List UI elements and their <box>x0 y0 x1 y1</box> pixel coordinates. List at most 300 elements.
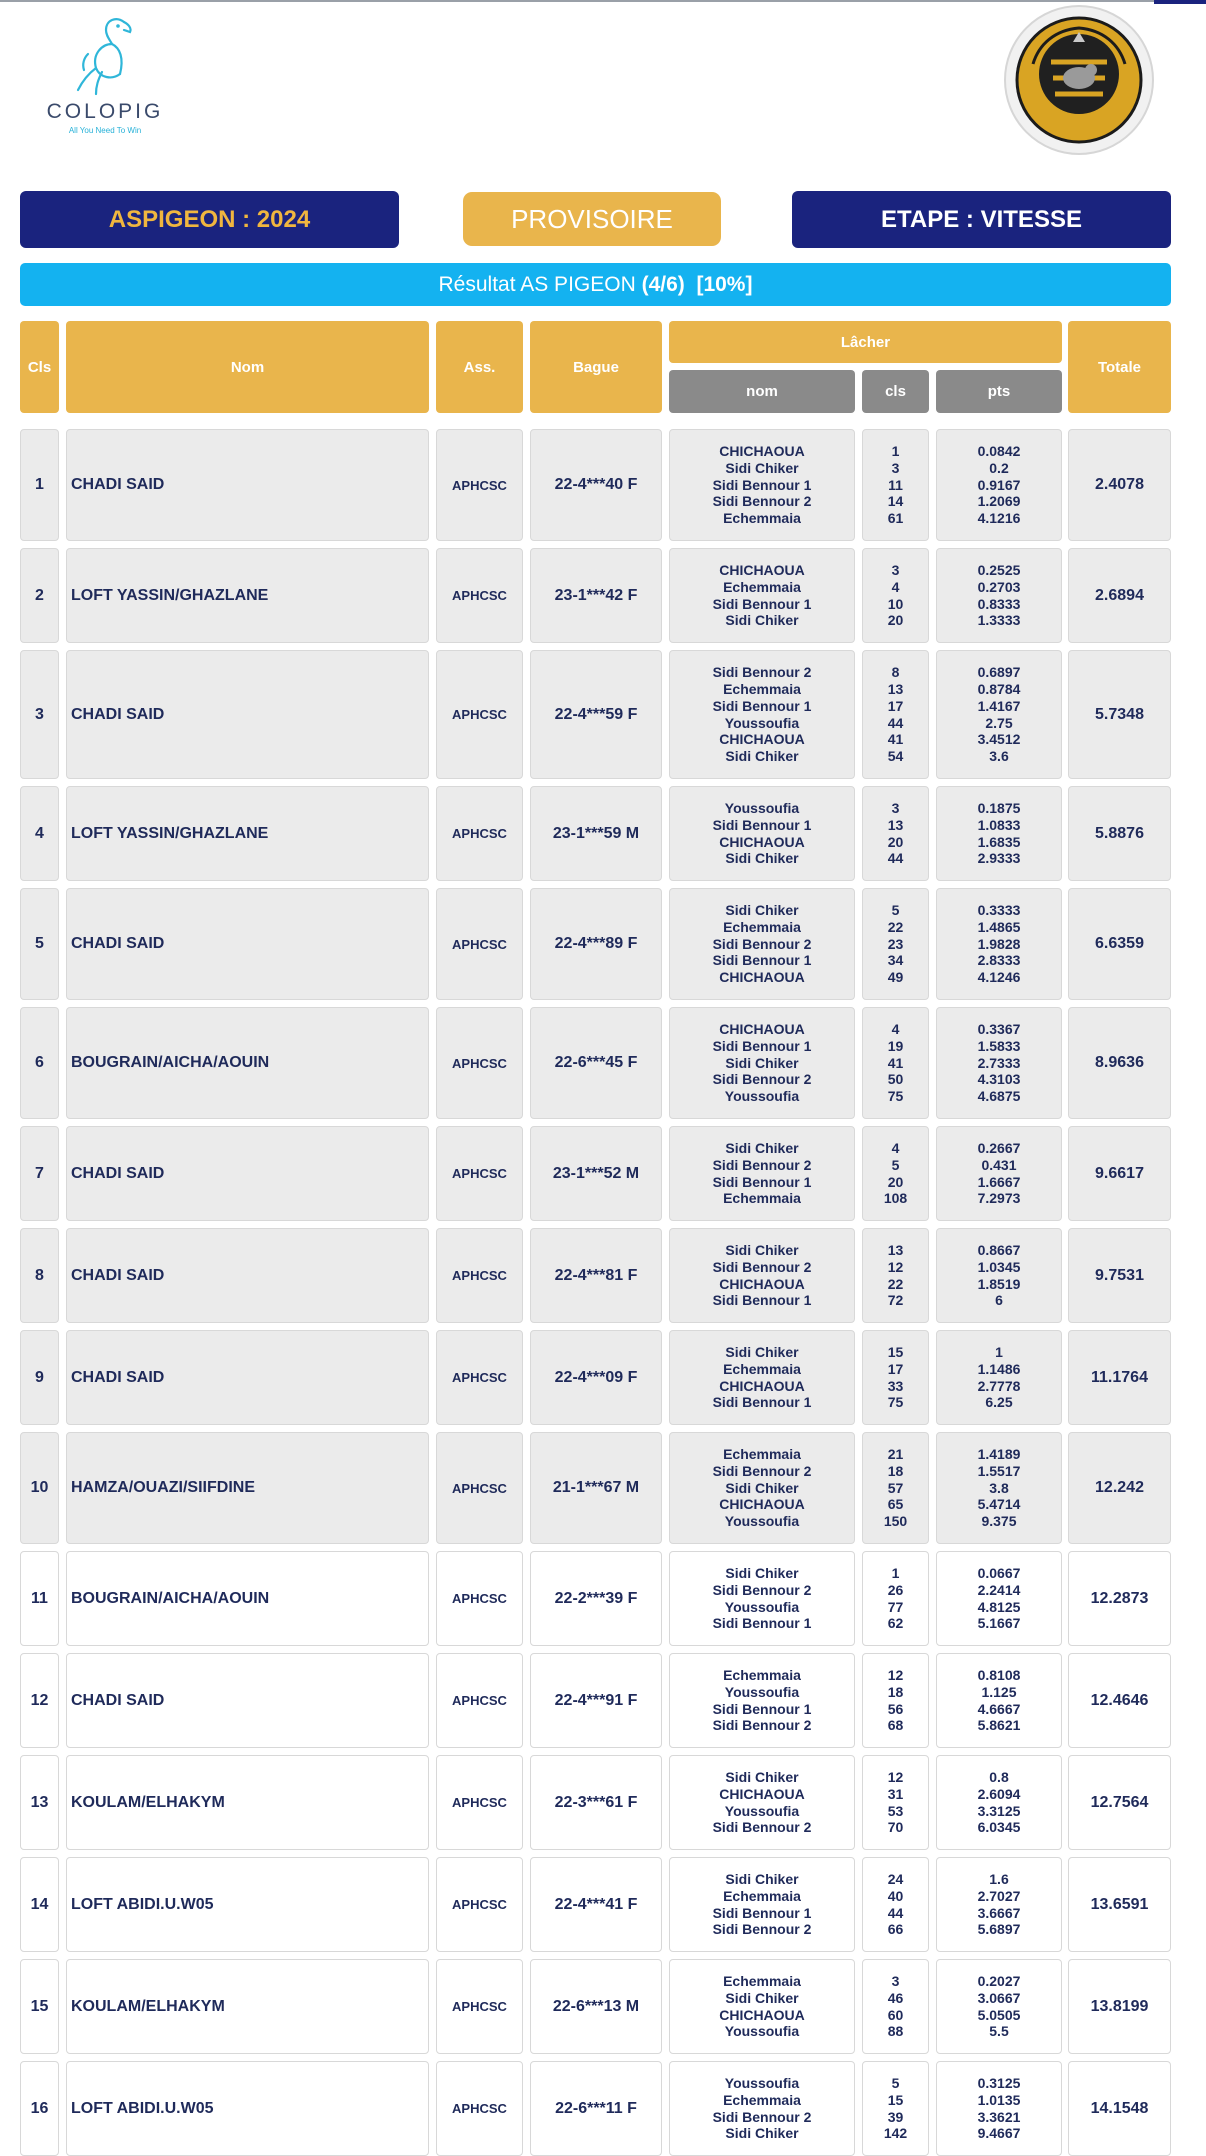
lacher-cls: 68 <box>887 1717 904 1734</box>
cell-totale <box>1068 1432 1171 1544</box>
lacher-pts: 1.6835 <box>977 833 1021 850</box>
lacher-pts: 1.5517 <box>977 1462 1021 1479</box>
cell-nom <box>66 1007 429 1119</box>
lacher-nom: CHICHAOUA <box>719 1377 805 1394</box>
lacher-nom: Youssoufia <box>724 1683 800 1700</box>
lacher-pts: 3.4512 <box>977 731 1021 748</box>
lacher-pts: 2.7027 <box>977 1887 1021 1904</box>
lacher-pts: 6.0345 <box>977 1819 1021 1836</box>
lacher-nom: Sidi Bennour 1 <box>712 1700 812 1717</box>
cell-ass-text: APHCSC <box>452 826 507 841</box>
lacher-pts: 6 <box>995 1292 1003 1309</box>
lacher-pts: 3.6667 <box>977 1904 1021 1921</box>
lacher-pts: 6.25 <box>985 1394 1013 1411</box>
cell-lacher-nom <box>669 1755 855 1850</box>
cell-cls-text: 8 <box>35 1266 44 1284</box>
lacher-cls: 57 <box>887 1479 904 1496</box>
stage-badge: ETAPE : VITESSE <box>792 191 1171 248</box>
lacher-cls: 23 <box>887 935 904 952</box>
lacher-pts: 1.0135 <box>977 2091 1021 2108</box>
lacher-cls: 19 <box>887 1037 904 1054</box>
lacher-pts: 4.6667 <box>977 1700 1021 1717</box>
cell-lacher-cls <box>862 1007 929 1119</box>
cell-ass <box>436 786 523 881</box>
lacher-nom: Sidi Bennour 2 <box>712 935 812 952</box>
lacher-pts: 0.8108 <box>977 1666 1021 1683</box>
cell-bague <box>530 1653 662 1748</box>
cell-nom <box>66 2061 429 2156</box>
cell-ass-text: APHCSC <box>452 1591 507 1606</box>
lacher-cls: 12 <box>887 1666 904 1683</box>
lacher-nom: Sidi Chiker <box>725 748 799 765</box>
lacher-nom: Sidi Bennour 2 <box>712 2108 812 2125</box>
cell-lacher-pts <box>936 1007 1062 1119</box>
lacher-cls: 49 <box>887 969 904 986</box>
lacher-pts: 0.2703 <box>977 578 1021 595</box>
cell-nom <box>66 1857 429 1952</box>
lacher-cls: 3 <box>891 799 900 816</box>
lacher-pts: 2.7778 <box>977 1377 1021 1394</box>
cell-nom <box>66 650 429 779</box>
lacher-pts: 0.431 <box>981 1156 1017 1173</box>
header-bague: Bague <box>530 321 662 413</box>
cell-totale-text: 2.6894 <box>1095 586 1144 604</box>
lacher-cls: 13 <box>887 680 904 697</box>
cell-cls <box>20 1653 59 1748</box>
lacher-cls: 17 <box>887 697 904 714</box>
lacher-pts: 1.1486 <box>977 1360 1021 1377</box>
lacher-nom: Sidi Bennour 2 <box>712 1156 812 1173</box>
lacher-nom: Sidi Bennour 2 <box>712 1819 812 1836</box>
lacher-pts: 0.0842 <box>977 443 1021 459</box>
cell-nom-text: CHADI SAID <box>71 705 165 723</box>
lacher-cls: 5 <box>891 902 900 918</box>
lacher-nom: Echemmaia <box>723 680 801 697</box>
pigeon-icon <box>66 14 144 98</box>
cell-bague-text: 22-6***45 F <box>554 1054 638 1071</box>
lacher-pts: 0.2 <box>989 459 1009 476</box>
cell-totale-text: 12.2873 <box>1090 1589 1149 1607</box>
lacher-cls: 14 <box>887 493 904 510</box>
lacher-cls: 75 <box>887 1088 904 1105</box>
cell-totale-text: 8.9636 <box>1095 1054 1144 1071</box>
cell-lacher-pts <box>936 1755 1062 1850</box>
lacher-nom: CHICHAOUA <box>719 1021 805 1037</box>
cell-cls <box>20 548 59 643</box>
cell-bague-text: 22-4***59 F <box>554 705 638 723</box>
lacher-cls: 22 <box>887 918 904 935</box>
cell-ass-text: APHCSC <box>452 936 507 952</box>
cell-nom-text: HAMZA/OUAZI/SIIFDINE <box>71 1479 255 1496</box>
cell-cls <box>20 429 59 541</box>
lacher-cls: 40 <box>887 1887 904 1904</box>
lacher-nom: Youssoufia <box>724 2074 800 2091</box>
cell-bague <box>530 1007 662 1119</box>
lacher-cls: 18 <box>887 1462 904 1479</box>
cell-nom <box>66 1126 429 1221</box>
lacher-nom: CHICHAOUA <box>719 2006 805 2023</box>
lacher-nom: Sidi Chiker <box>725 1241 799 1258</box>
cell-ass <box>436 1432 523 1544</box>
lacher-nom: Sidi Bennour 2 <box>712 1921 812 1938</box>
banner-title: Résultat AS PIGEON <box>438 272 636 296</box>
lacher-nom: Sidi Bennour 1 <box>712 1615 812 1632</box>
cell-nom <box>66 1551 429 1646</box>
lacher-cls: 4 <box>891 1021 900 1037</box>
lacher-cls: 13 <box>887 1241 904 1258</box>
lacher-pts: 5.4714 <box>977 1496 1021 1513</box>
cell-ass-text: APHCSC <box>452 1999 507 2014</box>
lacher-pts: 7.2973 <box>977 1190 1021 1207</box>
cell-cls <box>20 650 59 779</box>
lacher-cls: 60 <box>887 2006 904 2023</box>
cell-lacher-cls <box>862 548 929 643</box>
lacher-cls: 5 <box>891 1156 900 1173</box>
cell-ass-text: APHCSC <box>452 1166 507 1181</box>
lacher-pts: 0.8667 <box>977 1241 1021 1258</box>
lacher-cls: 24 <box>887 1870 904 1887</box>
cell-nom-text: CHADI SAID <box>71 1164 165 1182</box>
cell-cls-text: 4 <box>35 824 44 842</box>
lacher-nom: Sidi Bennour 1 <box>712 1394 812 1411</box>
lacher-nom: CHICHAOUA <box>719 969 805 986</box>
aphcsc-seal-logo <box>1003 4 1155 156</box>
cell-lacher-cls <box>862 1653 929 1748</box>
cell-bague <box>530 1432 662 1544</box>
lacher-pts: 0.3125 <box>977 2074 1021 2091</box>
lacher-nom: Youssoufia <box>724 1598 800 1615</box>
cell-lacher-cls <box>862 1959 929 2054</box>
lacher-cls: 20 <box>887 1173 904 1190</box>
cell-nom <box>66 786 429 881</box>
lacher-nom: CHICHAOUA <box>719 443 805 459</box>
cell-ass <box>436 1126 523 1221</box>
lacher-nom: Echemmaia <box>723 1666 801 1683</box>
cell-lacher-cls <box>862 1857 929 1952</box>
cell-cls-text: 16 <box>30 2099 49 2117</box>
cell-totale <box>1068 1857 1171 1952</box>
cell-bague-text: 22-6***13 M <box>552 1997 640 2015</box>
brand-name: COLOPIG <box>46 100 164 123</box>
cell-lacher-nom <box>669 786 855 881</box>
lacher-nom: Echemmaia <box>723 1360 801 1377</box>
lacher-pts: 5.0505 <box>977 2006 1021 2023</box>
lacher-cls: 5 <box>891 2074 900 2091</box>
header-cls: Cls <box>20 321 59 413</box>
cell-totale <box>1068 1653 1171 1748</box>
cell-ass-text: APHCSC <box>452 1370 507 1385</box>
lacher-pts: 1.6 <box>989 1870 1009 1887</box>
cell-ass <box>436 1228 523 1323</box>
lacher-cls: 41 <box>887 1054 904 1071</box>
cell-ass <box>436 1653 523 1748</box>
cell-bague-text: 22-4***91 F <box>554 1691 638 1709</box>
lacher-nom: Echemmaia <box>723 1887 801 1904</box>
lacher-nom: Youssoufia <box>724 1088 800 1105</box>
cell-ass <box>436 548 523 643</box>
lacher-pts: 1.5833 <box>977 1037 1021 1054</box>
lacher-pts: 9.375 <box>981 1513 1017 1530</box>
cell-lacher-cls <box>862 2061 929 2156</box>
cell-bague-text: 21-1***67 M <box>552 1479 640 1496</box>
cell-lacher-pts <box>936 888 1062 1000</box>
cell-lacher-cls <box>862 650 929 779</box>
lacher-cls: 8 <box>891 664 900 681</box>
lacher-pts: 0.2027 <box>977 1972 1021 1989</box>
lacher-cls: 13 <box>887 816 904 833</box>
lacher-pts: 1.125 <box>981 1683 1017 1700</box>
lacher-cls: 15 <box>887 1343 904 1360</box>
cell-nom-text: KOULAM/ELHAKYM <box>71 1997 225 2015</box>
lacher-cls: 18 <box>887 1683 904 1700</box>
lacher-pts: 3.8 <box>989 1479 1009 1496</box>
lacher-pts: 5.6897 <box>977 1921 1021 1938</box>
cell-lacher-cls <box>862 786 929 881</box>
lacher-nom: Sidi Chiker <box>725 1343 799 1360</box>
lacher-cls: 108 <box>883 1190 908 1207</box>
cell-lacher-pts <box>936 650 1062 779</box>
cell-lacher-nom <box>669 1857 855 1952</box>
lacher-nom: Sidi Bennour 1 <box>712 476 812 493</box>
cell-totale <box>1068 1007 1171 1119</box>
cell-ass-text: APHCSC <box>452 588 507 603</box>
cell-totale <box>1068 1551 1171 1646</box>
lacher-nom: Youssoufia <box>724 714 800 731</box>
cell-lacher-pts <box>936 1228 1062 1323</box>
cell-lacher-cls <box>862 1330 929 1425</box>
lacher-pts: 0.8 <box>989 1768 1009 1785</box>
cell-ass-text: APHCSC <box>452 2101 507 2116</box>
lacher-pts: 4.1216 <box>977 510 1021 527</box>
lacher-pts: 2.6094 <box>977 1785 1021 1802</box>
lacher-cls: 66 <box>887 1921 904 1938</box>
cell-bague <box>530 650 662 779</box>
lacher-nom: Sidi Bennour 1 <box>712 595 812 612</box>
cell-bague <box>530 1228 662 1323</box>
cell-lacher-pts <box>936 1551 1062 1646</box>
cell-totale-text: 5.7348 <box>1095 705 1144 723</box>
lacher-pts: 2.9333 <box>977 850 1021 867</box>
header-lacher-nom: nom <box>669 370 855 413</box>
lacher-pts: 1.0833 <box>977 816 1021 833</box>
lacher-nom: Youssoufia <box>724 2023 800 2040</box>
lacher-cls: 53 <box>887 1802 904 1819</box>
lacher-cls: 10 <box>887 595 904 612</box>
lacher-nom: Sidi Bennour 1 <box>712 816 812 833</box>
cell-cls-text: 14 <box>30 1895 49 1913</box>
lacher-nom: Sidi Bennour 2 <box>712 1258 812 1275</box>
cell-bague-text: 22-4***81 F <box>554 1266 638 1284</box>
lacher-cls: 3 <box>891 459 900 476</box>
lacher-nom: Sidi Bennour 2 <box>712 664 812 681</box>
lacher-nom: Sidi Chiker <box>725 2125 799 2142</box>
cell-bague <box>530 1755 662 1850</box>
lacher-cls: 62 <box>887 1615 904 1632</box>
lacher-nom: Youssoufia <box>724 799 800 816</box>
lacher-pts: 3.3125 <box>977 1802 1021 1819</box>
season-badge: ASPIGEON : 2024 <box>20 191 399 248</box>
lacher-cls: 12 <box>887 1258 904 1275</box>
cell-cls <box>20 1330 59 1425</box>
lacher-nom: Sidi Bennour 2 <box>712 1462 812 1479</box>
cell-bague <box>530 1857 662 1952</box>
cell-cls-text: 11 <box>31 1589 48 1607</box>
lacher-pts: 2.75 <box>985 714 1013 731</box>
lacher-nom: Sidi Chiker <box>725 1989 799 2006</box>
cell-nom <box>66 1653 429 1748</box>
cell-lacher-pts <box>936 1432 1062 1544</box>
cell-nom <box>66 429 429 541</box>
cell-cls-text: 12 <box>30 1691 49 1709</box>
cell-ass-text: APHCSC <box>452 1480 507 1496</box>
cell-ass-text: APHCSC <box>452 477 507 493</box>
lacher-pts: 4.3103 <box>977 1071 1021 1088</box>
banner-percent: [10%] <box>696 272 753 296</box>
lacher-nom: Sidi Chiker <box>725 1479 799 1496</box>
cell-ass <box>436 650 523 779</box>
lacher-pts: 1.6667 <box>977 1173 1021 1190</box>
lacher-cls: 46 <box>887 1989 904 2006</box>
lacher-pts: 3.3621 <box>977 2108 1021 2125</box>
cell-bague <box>530 1551 662 1646</box>
cell-cls-text: 15 <box>30 1997 49 2015</box>
cell-lacher-pts <box>936 1126 1062 1221</box>
cell-lacher-nom <box>669 1959 855 2054</box>
cell-totale-text: 13.6591 <box>1090 1895 1149 1913</box>
lacher-pts: 1.4167 <box>977 697 1021 714</box>
lacher-cls: 75 <box>887 1394 904 1411</box>
cell-bague-text: 22-4***40 F <box>554 476 638 493</box>
cell-totale-text: 2.4078 <box>1095 476 1144 493</box>
lacher-pts: 1.3333 <box>977 612 1021 629</box>
cell-nom-text: CHADI SAID <box>71 1691 165 1709</box>
cell-cls-text: 1 <box>35 476 44 493</box>
lacher-pts: 0.3333 <box>977 902 1021 918</box>
cell-totale-text: 9.7531 <box>1095 1266 1144 1284</box>
lacher-pts: 0.8333 <box>977 595 1021 612</box>
cell-lacher-pts <box>936 429 1062 541</box>
cell-cls-text: 5 <box>35 935 44 952</box>
cell-nom-text: LOFT YASSIN/GHAZLANE <box>71 586 269 604</box>
lacher-pts: 1.4865 <box>977 918 1021 935</box>
cell-lacher-nom <box>669 1432 855 1544</box>
cell-ass <box>436 1959 523 2054</box>
cell-bague <box>530 2061 662 2156</box>
lacher-cls: 3 <box>891 1972 900 1989</box>
lacher-cls: 15 <box>887 2091 904 2108</box>
cell-cls-text: 3 <box>35 705 44 723</box>
lacher-cls: 39 <box>887 2108 904 2125</box>
lacher-cls: 54 <box>887 748 904 765</box>
cell-lacher-cls <box>862 888 929 1000</box>
cell-bague <box>530 888 662 1000</box>
cell-totale <box>1068 1228 1171 1323</box>
lacher-cls: 1 <box>891 1564 900 1581</box>
cell-ass-text: APHCSC <box>452 1055 507 1071</box>
lacher-cls: 56 <box>887 1700 904 1717</box>
lacher-cls: 77 <box>887 1598 904 1615</box>
cell-lacher-pts <box>936 2061 1062 2156</box>
cell-bague <box>530 548 662 643</box>
cell-nom <box>66 548 429 643</box>
cell-cls-text: 6 <box>35 1054 44 1071</box>
cell-cls <box>20 1007 59 1119</box>
cell-ass-text: APHCSC <box>452 1897 507 1912</box>
lacher-cls: 4 <box>891 1139 900 1156</box>
colopig-logo <box>36 14 174 144</box>
header-lacher: Lâcher <box>669 321 1062 363</box>
cell-totale <box>1068 650 1171 779</box>
cell-lacher-cls <box>862 1755 929 1850</box>
cell-totale-text: 11.1764 <box>1091 1368 1148 1386</box>
cell-totale <box>1068 2061 1171 2156</box>
cell-lacher-nom <box>669 1126 855 1221</box>
lacher-nom: Sidi Bennour 1 <box>712 1037 812 1054</box>
cell-lacher-nom <box>669 1653 855 1748</box>
cell-totale <box>1068 786 1171 881</box>
cell-bague-text: 22-2***39 F <box>554 1589 638 1607</box>
lacher-cls: 1 <box>891 443 900 459</box>
cell-lacher-pts <box>936 1330 1062 1425</box>
cell-ass <box>436 2061 523 2156</box>
cell-cls-text: 10 <box>30 1479 49 1496</box>
cell-bague-text: 22-4***09 F <box>554 1368 638 1386</box>
cell-nom-text: CHADI SAID <box>71 935 165 952</box>
header-nom: Nom <box>66 321 429 413</box>
cell-cls <box>20 1959 59 2054</box>
lacher-pts: 1.2069 <box>977 493 1021 510</box>
lacher-cls: 31 <box>887 1785 904 1802</box>
cell-bague <box>530 1126 662 1221</box>
cell-ass-text: APHCSC <box>452 1268 507 1283</box>
lacher-nom: Sidi Bennour 1 <box>712 1173 812 1190</box>
lacher-nom: Sidi Bennour 1 <box>712 1292 812 1309</box>
cell-lacher-nom <box>669 888 855 1000</box>
cell-bague-text: 23-1***52 M <box>552 1164 640 1182</box>
cell-lacher-nom <box>669 650 855 779</box>
lacher-cls: 65 <box>887 1496 904 1513</box>
lacher-nom: CHICHAOUA <box>719 1275 805 1292</box>
lacher-pts: 2.8333 <box>977 952 1021 969</box>
cell-totale <box>1068 1959 1171 2054</box>
lacher-nom: Echemmaia <box>723 578 801 595</box>
lacher-nom: Sidi Bennour 2 <box>712 1071 812 1088</box>
cell-nom <box>66 1228 429 1323</box>
lacher-cls: 3 <box>891 561 900 578</box>
cell-lacher-pts <box>936 1857 1062 1952</box>
cell-nom-text: LOFT ABIDI.U.W05 <box>71 2099 214 2117</box>
lacher-nom: Echemmaia <box>723 2091 801 2108</box>
cell-totale-text: 13.8199 <box>1090 1997 1149 2015</box>
cell-lacher-nom <box>669 1007 855 1119</box>
lacher-pts: 0.2667 <box>977 1139 1021 1156</box>
cell-lacher-nom <box>669 1330 855 1425</box>
lacher-pts: 1 <box>995 1343 1003 1360</box>
cell-totale-text: 12.7564 <box>1090 1793 1149 1811</box>
status-badge: PROVISOIRE <box>463 192 721 246</box>
cell-totale-text: 12.242 <box>1095 1479 1144 1496</box>
cell-ass <box>436 1330 523 1425</box>
lacher-cls: 70 <box>887 1819 904 1836</box>
cell-lacher-nom <box>669 548 855 643</box>
cell-nom <box>66 888 429 1000</box>
lacher-pts: 5.5 <box>989 2023 1009 2040</box>
cell-bague-text: 22-3***61 F <box>554 1793 638 1811</box>
lacher-nom: Echemmaia <box>723 1972 801 1989</box>
cell-nom <box>66 1755 429 1850</box>
cell-lacher-nom <box>669 429 855 541</box>
lacher-pts: 2.2414 <box>977 1581 1021 1598</box>
